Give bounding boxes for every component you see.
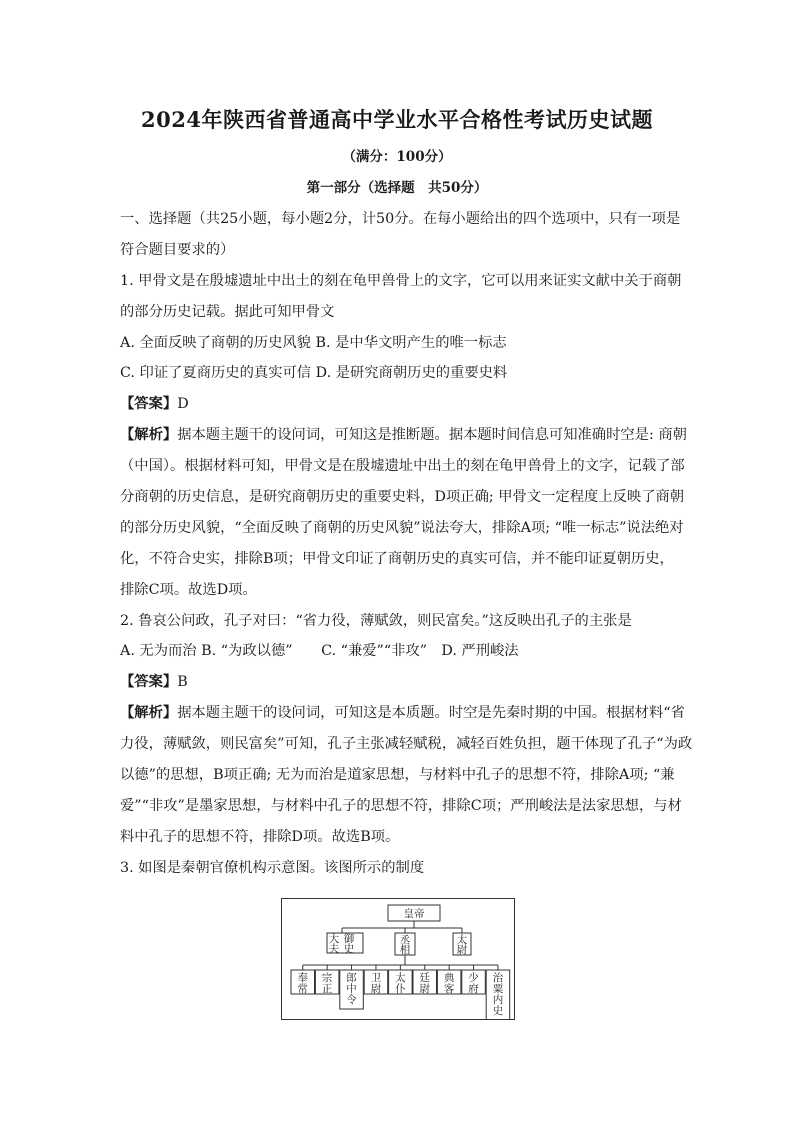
minister-char: 典 [443, 972, 455, 984]
ministers-row [291, 965, 510, 1020]
taiwei-char-2: 尉 [456, 944, 468, 956]
score-note: （满分：100分） [342, 149, 452, 165]
analysis-text: 据本题主题干的设问词，可知这是推断题。据本题时间信息可知准确时空是: 商朝 [177, 427, 687, 444]
q1-options-line-2: C. 印证了夏商历史的真实可信 D. 是研究商朝历史的重要史料 [120, 365, 508, 382]
q1-stem-line-2: 的部分历史记载。据此可知甲骨文 [120, 303, 335, 320]
chengxiang-char-1: 丞 [399, 934, 411, 946]
yushi-char-1: 御 [343, 933, 355, 945]
minister-char: 府 [468, 983, 479, 995]
chengxiang-char-2: 相 [399, 944, 411, 956]
part-heading: 第一部分（选择题 共50分） [306, 180, 488, 196]
q3-stem: 3. 如图是秦朝官僚机构示意图。该图所示的制度 [120, 859, 425, 876]
dafu-char-1: 大 [328, 933, 340, 945]
diagram-frame [282, 899, 515, 1020]
q1-options-line-1: A. 全面反映了商朝的历史风貌 B. 是中华文明产生的唯一标志 [120, 334, 507, 351]
minister-char: 令 [346, 994, 357, 1006]
q2-stem: 2. 鲁哀公问政，孔子对曰：“省力役，薄赋敛，则民富矣。”这反映出孔子的主张是 [120, 612, 632, 629]
dafu-char-2: 夫 [328, 943, 340, 955]
analysis-text: 据本题主题干的设问词，可知这是本质题。时空是先秦时期的中国。根据材料“省 [177, 705, 685, 722]
exam-title: 2024年陕西省普通高中学业水平合格性考试历史试题 [141, 107, 653, 132]
answer-value: B [177, 674, 188, 691]
minister-char: 粟 [492, 983, 504, 995]
q2-analysis-line-2: 力役，薄赋敛，则民富矣”可知，孔子主张减轻赋税，减轻百姓负担，题干体现了孔子“为政 [120, 736, 693, 753]
minister-char: 内 [492, 994, 504, 1006]
minister-char: 中 [346, 983, 357, 995]
section-instruction-line-1: 一、选择题（共25小题，每小题2分，计50分。在每小题给出的四个选项中，只有一项是 [120, 211, 681, 227]
minister-char: 正 [321, 983, 333, 995]
q1-analysis-line-4: 的部分历史风貌，“全面反映了商朝的历史风貌”说法夸大，排除A项; “唯一标志”说法绝对 [120, 519, 684, 536]
yushi-char-2: 史 [343, 943, 355, 955]
analysis-tag: 【解析】 [120, 705, 178, 722]
q2-analysis-line-3: 以德”的思想，B项正确; 无为而治是道家思想，与材料中孔子的思想不符，排除A项; “兼 [120, 767, 675, 784]
q2-analysis-line-5: 料中孔子的思想不符，排除D项。故选B项。 [120, 828, 400, 845]
q1-analysis-line-1 [120, 420, 687, 451]
section-instruction-line-2: 符合题目要求的） [120, 241, 235, 258]
emperor-label: 皇帝 [403, 908, 425, 920]
answer-tag: 【答案】 [120, 674, 178, 691]
minister-char: 廷 [419, 972, 430, 984]
minister-char: 史 [492, 1005, 504, 1017]
qin-bureaucracy-diagram [281, 898, 515, 1020]
minister-char: 奉 [297, 972, 308, 984]
q2-analysis-line-1 [120, 698, 685, 729]
q2-answer [120, 667, 678, 698]
minister-char: 少 [468, 972, 479, 984]
minister-char: 尉 [370, 983, 382, 995]
diagram-svg [281, 898, 515, 1020]
analysis-tag: 【解析】 [120, 427, 178, 444]
exam-body [120, 204, 693, 884]
q2-options: A. 无为而治 B. “为政以德” C. “兼爱”“非攻” D. 严刑峻法 [120, 643, 519, 660]
minister-char: 仆 [395, 983, 406, 995]
minister-char: 常 [297, 983, 308, 995]
answer-value: D [177, 396, 189, 413]
minister-char: 卫 [370, 972, 382, 984]
minister-char: 客 [443, 983, 455, 995]
q1-analysis-line-2: （中国）。根据材料可知，甲骨文是在殷墟遗址中出土的刻在龟甲兽骨上的文字，记载了部 [120, 458, 685, 475]
taiwei-char-1: 太 [456, 934, 468, 946]
minister-char: 尉 [419, 983, 430, 995]
minister-char: 郎 [346, 972, 357, 984]
q1-analysis-line-5: 化，不符合史实，排除B项；甲骨文印证了商朝历史的真实可信，并不能印证夏朝历史， [120, 550, 674, 567]
q2-analysis-line-4: 爱”“非攻”是墨家思想，与材料中孔子的思想不符，排除C项；严刑峻法是法家思想，与材 [120, 797, 682, 814]
q1-stem-line-1: 1. 甲骨文是在殷墟遗址中出土的刻在龟甲兽骨上的文字，它可以用来证实文献中关于商朝 [120, 272, 682, 289]
q1-analysis-line-6: 排除C项。故选D项。 [120, 581, 257, 598]
minister-char: 宗 [321, 972, 333, 984]
q1-analysis-line-3: 分商朝的历史信息，是研究商朝历史的重要史料，D项正确; 甲骨文一定程度上反映了商朝 [120, 489, 685, 506]
q1-answer [120, 389, 678, 420]
minister-char: 治 [492, 972, 504, 984]
minister-char: 太 [395, 972, 406, 984]
answer-tag: 【答案】 [120, 396, 178, 413]
